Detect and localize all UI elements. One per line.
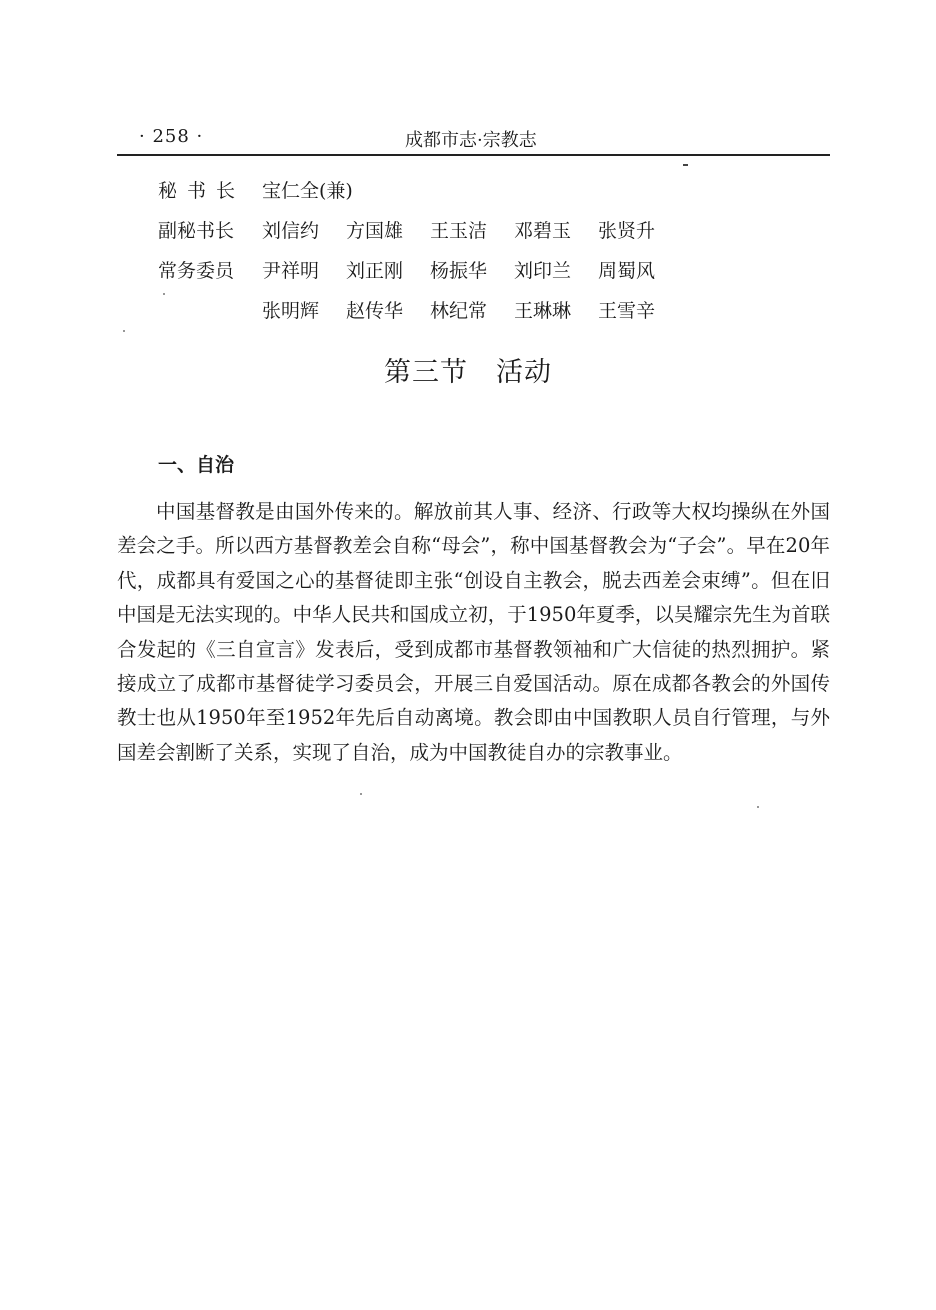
page-number: · 258 · xyxy=(139,126,204,147)
staff-name: 赵传华 xyxy=(346,300,404,322)
header-rule xyxy=(117,154,830,156)
staff-role: 副秘书长 xyxy=(158,220,235,242)
staff-name: 刘印兰 xyxy=(514,260,572,282)
staff-names xyxy=(262,256,682,283)
subsection-heading: 一、自治 xyxy=(158,454,235,476)
staff-names xyxy=(262,176,353,203)
staff-name: 林纪常 xyxy=(430,300,488,322)
staff-names xyxy=(262,216,682,243)
scan-speck xyxy=(757,806,759,808)
staff-name: 刘正刚 xyxy=(346,260,404,282)
staff-role: 秘书长 xyxy=(158,180,246,202)
scan-speck xyxy=(360,793,362,795)
staff-name: 张明辉 xyxy=(262,300,320,322)
staff-name: 王玉洁 xyxy=(430,220,488,242)
staff-name: 张贤升 xyxy=(598,220,656,242)
section-title: 第三节 活动 xyxy=(384,357,552,388)
staff-name: 王琳琳 xyxy=(514,300,572,322)
scan-speck xyxy=(163,293,165,295)
staff-name: 周蜀风 xyxy=(598,260,656,282)
running-title: 成都市志·宗教志 xyxy=(405,130,537,151)
staff-name: 方国雄 xyxy=(346,220,404,242)
staff-name: 邓碧玉 xyxy=(514,220,572,242)
staff-name: 王雪辛 xyxy=(598,300,656,322)
scan-speck xyxy=(123,330,125,332)
body-paragraph: 中国基督教是由国外传来的。解放前其人事、经济、行政等大权均操纵在外国差会之手。所以西方基督教差会自称“母会”，称中国基督教会为“子会”。早在20年代，成都具有爱国之心的基督徒即主张“创设自主教会，脱去西差会束缚”。但在旧中国是无法实现的。中华人民共和国成立初，于1950年夏季，以吴耀宗先生为首联合发起的《三自宣言》发表后，受到成都市基督教领袖和广大信徒的热烈拥护。紧接成立了成都市基督徒学习委员会，开展三自爱国活动。原在成都各教会的外国传教士也从1950年至1952年先后自动离境。教会即由中国教职人员自行管理，与外国差会割断了关系，实现了自治，成为中国教徒自办的宗教事业。 xyxy=(117,500,830,764)
staff-names xyxy=(262,296,682,323)
staff-name: 宝仁全(兼) xyxy=(262,180,353,202)
staff-name: 尹祥明 xyxy=(262,260,320,282)
staff-name: 杨振华 xyxy=(430,260,488,282)
page-header xyxy=(117,124,830,154)
scan-speck xyxy=(683,164,688,166)
staff-name: 刘信约 xyxy=(262,220,320,242)
staff-role: 常务委员 xyxy=(158,260,235,282)
